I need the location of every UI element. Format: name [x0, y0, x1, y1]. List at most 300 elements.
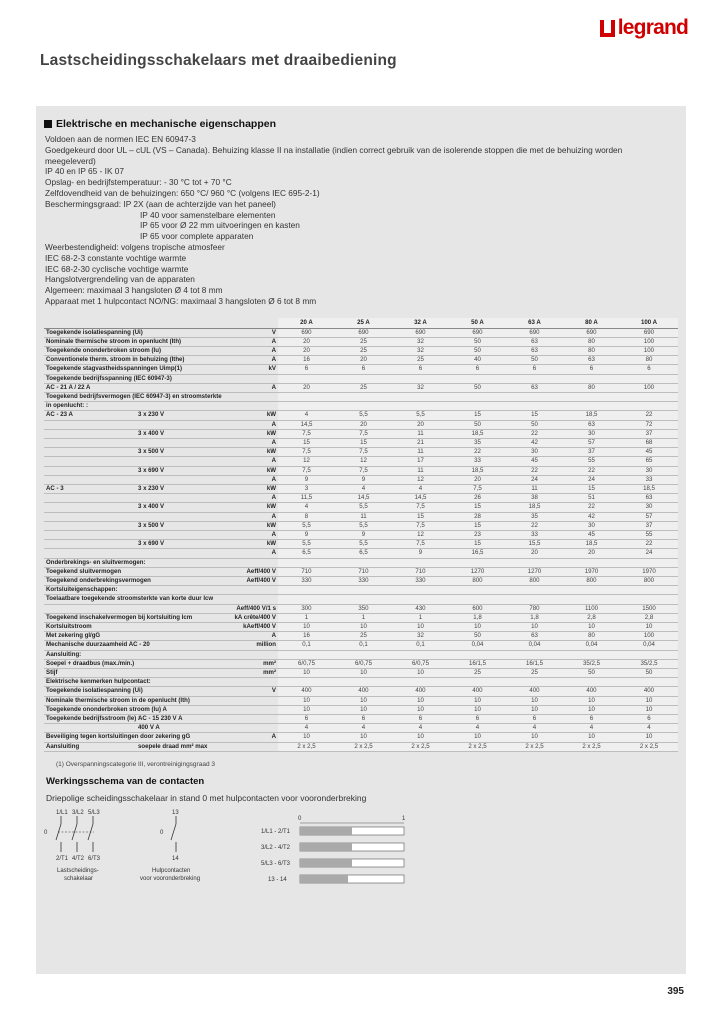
row-label — [44, 503, 136, 512]
row-unit: kW — [216, 503, 278, 512]
row-label: Toegekende isolatiespanning (Ui) — [46, 687, 143, 695]
row-label: AC - 21 A / 22 A — [44, 383, 136, 392]
table-cell: 80 — [563, 383, 620, 392]
row-label: Kortsluitstroom — [44, 623, 136, 632]
row-sublabel — [136, 650, 216, 659]
table-row — [44, 696, 678, 705]
table-cell: 400 — [620, 687, 678, 696]
table-cell: 6 — [563, 365, 620, 374]
table-cell: 37 — [563, 448, 620, 457]
column-header: 25 A — [335, 318, 392, 328]
table-cell: 10 — [392, 623, 449, 632]
row-label — [44, 604, 136, 613]
row-sublabel: 3 x 230 V — [136, 411, 216, 420]
table-cell: 10 — [449, 623, 506, 632]
table-cell: 10 — [335, 696, 392, 705]
table-cell — [506, 595, 563, 604]
table-cell: 2 x 2,5 — [278, 742, 335, 751]
table-cell: 10 — [335, 705, 392, 714]
switch-bottom-label: 4/T2 — [72, 856, 85, 862]
table-cell: 24 — [506, 475, 563, 484]
row-label: Mechanische duurzaamheid AC - 20 — [46, 641, 150, 649]
row-label: AC - 3 — [44, 484, 136, 493]
table-cell: 16/1,5 — [449, 659, 506, 668]
row-unit — [216, 374, 278, 383]
table-cell: 68 — [620, 438, 678, 447]
row-sublabel — [136, 457, 216, 466]
row-sublabel — [136, 549, 216, 558]
table-cell: 3 — [278, 484, 335, 493]
table-row — [44, 595, 678, 604]
timing-diagram — [261, 816, 406, 883]
table-cell: 15 — [278, 438, 335, 447]
row-unit: kV — [216, 365, 278, 374]
table-cell: 11,5 — [278, 494, 335, 503]
row-unit: million — [216, 641, 278, 650]
table-cell: 72 — [620, 420, 678, 429]
table-cell: 33 — [506, 530, 563, 539]
column-header: 20 A — [278, 318, 335, 328]
spec-table-header — [44, 318, 678, 328]
table-cell: 6 — [506, 365, 563, 374]
table-cell: 1500 — [620, 604, 678, 613]
row-unit: kW — [216, 411, 278, 420]
table-cell: 690 — [278, 328, 335, 337]
table-cell: 400 — [392, 687, 449, 696]
table-cell — [506, 392, 563, 401]
table-row — [44, 705, 678, 714]
row-sublabel — [136, 669, 216, 678]
spec-table-wrapper — [44, 318, 678, 752]
table-row — [44, 659, 678, 668]
table-cell: 63 — [563, 356, 620, 365]
table-row — [44, 715, 678, 724]
row-unit: kW — [216, 521, 278, 530]
table-cell — [563, 595, 620, 604]
table-cell: 690 — [620, 328, 678, 337]
row-unit — [216, 715, 278, 724]
table-cell: 15 — [449, 503, 506, 512]
table-cell: 32 — [392, 346, 449, 355]
spec-line: Weerbestendigheid: volgens tropische atmosfeer — [45, 241, 225, 252]
timing-zero-label: 0 — [298, 816, 302, 822]
table-cell — [335, 595, 392, 604]
table-cell — [449, 402, 506, 411]
spec-line: Algemeen: maximaal 3 hangsloten Ø 4 tot 8 mm — [45, 285, 223, 296]
table-cell — [563, 392, 620, 401]
table-cell: 14,5 — [392, 494, 449, 503]
table-row — [44, 438, 678, 447]
table-cell: 32 — [392, 337, 449, 346]
footnote: (1) Overspanningscategorie III, verontreinigingsgraad 3 — [56, 761, 215, 768]
table-cell — [563, 374, 620, 383]
row-unit: A — [216, 475, 278, 484]
table-cell: 400 — [449, 687, 506, 696]
table-row — [44, 365, 678, 374]
table-cell: 690 — [392, 328, 449, 337]
table-cell: 30 — [563, 429, 620, 438]
table-row — [44, 374, 678, 383]
row-unit: A — [216, 420, 278, 429]
table-cell: 18,5 — [506, 503, 563, 512]
switch-bottom-label: 6/T3 — [88, 856, 101, 862]
table-cell: 15 — [449, 540, 506, 549]
table-cell — [506, 586, 563, 595]
table-cell: 2,8 — [563, 613, 620, 622]
table-cell: 25 — [335, 383, 392, 392]
row-unit: mm² — [216, 669, 278, 678]
row-sublabel: 3 x 400 V — [136, 503, 216, 512]
table-cell: 6 — [506, 715, 563, 724]
table-row — [44, 420, 678, 429]
table-cell: 10 — [278, 705, 335, 714]
table-cell: 2 x 2,5 — [335, 742, 392, 751]
table-cell: 10 — [620, 696, 678, 705]
table-cell: 2 x 2,5 — [620, 742, 678, 751]
table-cell: 42 — [506, 438, 563, 447]
table-cell: 9 — [335, 530, 392, 539]
table-cell — [563, 402, 620, 411]
table-cell: 2 x 2,5 — [563, 742, 620, 751]
table-cell: 11 — [335, 512, 392, 521]
table-cell: 18,5 — [563, 411, 620, 420]
table-cell: 0,04 — [620, 641, 678, 650]
table-cell: 0,1 — [278, 641, 335, 650]
table-cell — [335, 392, 392, 401]
row-unit: A — [216, 337, 278, 346]
row-label: Toelaatbare toegekende stroomsterkte van korte duur Icw — [46, 595, 214, 603]
table-row — [44, 586, 678, 595]
table-cell — [392, 595, 449, 604]
row-sublabel — [136, 328, 216, 337]
table-cell: 30 — [506, 448, 563, 457]
table-cell: 22 — [563, 503, 620, 512]
table-cell: 63 — [506, 337, 563, 346]
table-cell: 50 — [563, 669, 620, 678]
row-unit: A — [216, 346, 278, 355]
row-sublabel — [136, 383, 216, 392]
spec-line: IP 40 en IP 65 - IK 07 — [45, 166, 125, 177]
table-cell: 21 — [392, 438, 449, 447]
table-row — [44, 521, 678, 530]
row-label — [44, 549, 136, 558]
table-cell — [449, 374, 506, 383]
row-label: Toegekende ononderbroken stroom (Iu) A — [46, 705, 167, 713]
row-label: Nominale thermische stroom in de openlucht (Ith) — [46, 696, 190, 704]
table-cell: 37 — [620, 429, 678, 438]
row-sublabel: 3 x 230 V — [136, 484, 216, 493]
row-label: Aansluiting — [44, 742, 136, 751]
table-cell: 400 — [335, 687, 392, 696]
table-cell — [392, 392, 449, 401]
row-label: Beveiliging tegen kortsluitingen door zekering gG — [46, 733, 191, 741]
table-cell: 690 — [449, 328, 506, 337]
row-unit: V — [216, 687, 278, 696]
table-cell: 24 — [620, 549, 678, 558]
table-cell: 6 — [449, 715, 506, 724]
table-cell: 300 — [278, 604, 335, 613]
switch-zero-label: 0 — [44, 830, 48, 836]
table-cell: 26 — [449, 494, 506, 503]
table-cell: 7,5 — [278, 429, 335, 438]
row-label: Toegekend sluitvermogen — [44, 567, 136, 576]
table-cell — [335, 650, 392, 659]
table-cell: 18,5 — [563, 540, 620, 549]
row-unit: Aeff/400 V/1 s — [216, 604, 278, 613]
timing-row-label: 13 - 14 — [268, 877, 287, 883]
table-cell — [335, 586, 392, 595]
table-cell — [563, 650, 620, 659]
aux-zero-label: 0 — [160, 830, 164, 836]
table-cell: 7,5 — [335, 466, 392, 475]
row-unit: Aeff/400 V — [216, 576, 278, 585]
table-cell: 7,5 — [335, 429, 392, 438]
table-cell: 10 — [620, 623, 678, 632]
table-row — [44, 687, 678, 696]
row-label — [44, 530, 136, 539]
table-cell: 16 — [278, 632, 335, 641]
table-cell: 65 — [620, 457, 678, 466]
table-cell: 50 — [449, 632, 506, 641]
table-cell: 10 — [278, 733, 335, 742]
table-cell: 5,5 — [278, 521, 335, 530]
spec-table-body — [44, 328, 678, 751]
row-label: Soepel + draadbus (max./min.) — [46, 659, 135, 667]
row-label: Toegekende bedrijfsstroom (Ie) : — [46, 715, 141, 723]
table-cell: 7,5 — [392, 521, 449, 530]
switch-top-label: 1/L1 — [56, 810, 68, 816]
table-row — [44, 337, 678, 346]
table-row — [44, 429, 678, 438]
row-unit: A — [216, 383, 278, 392]
spec-line-indented: IP 65 voor complete apparaten — [140, 231, 254, 242]
table-cell: 10 — [335, 733, 392, 742]
row-sublabel: 3 x 690 V — [136, 540, 216, 549]
row-unit: A — [216, 438, 278, 447]
row-unit: V — [216, 328, 278, 337]
table-row — [44, 540, 678, 549]
table-cell: 18,5 — [620, 484, 678, 493]
table-cell: 1270 — [449, 567, 506, 576]
table-row — [44, 457, 678, 466]
table-cell: 10 — [620, 705, 678, 714]
row-label: Toegekend bedrijfsvermogen (IEC 60947-3) en stroomsterkte — [46, 392, 222, 400]
table-cell: 100 — [620, 632, 678, 641]
table-cell: 6 — [563, 715, 620, 724]
table-cell — [278, 595, 335, 604]
table-cell — [506, 650, 563, 659]
table-cell: 2,8 — [620, 613, 678, 622]
table-cell: 10 — [449, 705, 506, 714]
row-unit: Aeff/400 V — [216, 567, 278, 576]
row-unit: kW — [216, 448, 278, 457]
row-label: Toegekende bedrijfsspanning (IEC 60947-3) — [46, 374, 172, 382]
row-label: Aansluiting: — [44, 650, 136, 659]
table-cell: 10 — [449, 696, 506, 705]
table-cell — [392, 374, 449, 383]
table-cell — [506, 678, 563, 687]
switch-symbol — [44, 810, 101, 882]
spec-line: Hangslotvergrendeling van de apparaten — [45, 274, 195, 285]
table-cell: 7,5 — [449, 484, 506, 493]
table-cell: 20 — [335, 356, 392, 365]
table-row — [44, 678, 678, 687]
table-cell: 20 — [392, 420, 449, 429]
table-row — [44, 549, 678, 558]
table-cell: 6 — [278, 715, 335, 724]
table-cell: 6/0,75 — [392, 659, 449, 668]
timing-row-label: 5/L3 - 6/T3 — [261, 861, 291, 867]
table-cell: 1 — [392, 613, 449, 622]
table-cell: 20 — [278, 383, 335, 392]
elec-section-heading — [44, 118, 276, 130]
table-row — [44, 641, 678, 650]
table-cell — [449, 595, 506, 604]
table-cell: 10 — [563, 705, 620, 714]
table-cell — [449, 586, 506, 595]
table-cell: 690 — [506, 328, 563, 337]
table-cell: 15 — [563, 484, 620, 493]
column-header: 32 A — [392, 318, 449, 328]
table-cell: 10 — [392, 733, 449, 742]
row-label: Toegekend inschakelvermogen bij kortsluiting Icm — [46, 613, 193, 621]
table-cell — [278, 586, 335, 595]
table-cell: 20 — [278, 346, 335, 355]
table-cell: 20 — [278, 337, 335, 346]
table-cell — [563, 586, 620, 595]
table-cell: 7,5 — [278, 466, 335, 475]
row-label — [44, 512, 136, 521]
table-cell: 63 — [506, 632, 563, 641]
table-cell: 9 — [335, 475, 392, 484]
table-cell: 12 — [392, 530, 449, 539]
table-cell: 5,5 — [278, 540, 335, 549]
table-cell: 33 — [449, 457, 506, 466]
row-label — [44, 420, 136, 429]
row-sublabel — [136, 632, 216, 641]
table-row — [44, 346, 678, 355]
table-cell: 100 — [620, 337, 678, 346]
table-row — [44, 402, 678, 411]
table-cell: 5,5 — [335, 503, 392, 512]
table-cell: 6/0,75 — [278, 659, 335, 668]
table-cell: 4 — [563, 724, 620, 733]
table-cell: 5,5 — [335, 540, 392, 549]
table-cell: 4 — [392, 724, 449, 733]
row-unit: A — [216, 733, 278, 742]
content-panel — [36, 106, 686, 974]
table-cell: 63 — [620, 494, 678, 503]
table-cell: 10 — [392, 705, 449, 714]
table-cell: 6 — [335, 715, 392, 724]
table-cell: 7,5 — [392, 503, 449, 512]
table-cell: 32 — [392, 632, 449, 641]
table-cell: 800 — [449, 576, 506, 585]
table-cell: 17 — [392, 457, 449, 466]
aux-bottom-label: 14 — [172, 856, 179, 862]
row-label: Stijf — [44, 669, 136, 678]
table-cell: 4 — [278, 724, 335, 733]
page-number: 395 — [667, 986, 684, 997]
table-cell: 800 — [506, 576, 563, 585]
row-sublabel: 3 x 500 V — [136, 448, 216, 457]
table-cell: 0,04 — [506, 641, 563, 650]
row-label — [44, 429, 136, 438]
row-unit: kW — [216, 466, 278, 475]
table-cell: 6 — [392, 715, 449, 724]
table-row — [44, 328, 678, 337]
row-unit — [216, 595, 278, 604]
table-cell: 710 — [278, 567, 335, 576]
row-label — [44, 724, 136, 733]
switch-top-label: 3/L2 — [72, 810, 84, 816]
table-cell: 45 — [506, 457, 563, 466]
table-row — [44, 484, 678, 493]
table-cell — [392, 650, 449, 659]
table-cell: 0,04 — [449, 641, 506, 650]
table-cell: 1270 — [506, 567, 563, 576]
row-sublabel — [136, 475, 216, 484]
table-cell: 780 — [506, 604, 563, 613]
row-sublabel — [136, 494, 216, 503]
table-cell: 2 x 2,5 — [449, 742, 506, 751]
row-label: Toegekend onderbrekingsvermogen — [46, 576, 151, 584]
table-cell: 5,5 — [392, 411, 449, 420]
row-sublabel — [136, 512, 216, 521]
table-cell: 8 — [278, 512, 335, 521]
table-cell: 1100 — [563, 604, 620, 613]
table-cell: 22 — [563, 466, 620, 475]
row-label: Onderbrekings- en sluitvermogen: — [46, 558, 146, 566]
row-label — [44, 494, 136, 503]
row-sublabel: 3 x 400 V — [136, 429, 216, 438]
table-cell — [563, 678, 620, 687]
table-cell: 50 — [506, 356, 563, 365]
table-cell: 16 — [278, 356, 335, 365]
row-unit: A — [216, 494, 278, 503]
table-cell: 800 — [620, 576, 678, 585]
table-row — [44, 623, 678, 632]
table-cell: 5,5 — [335, 521, 392, 530]
row-sublabel: 3 x 690 V — [136, 466, 216, 475]
row-label — [44, 466, 136, 475]
table-cell: 2 x 2,5 — [392, 742, 449, 751]
table-cell: 14,5 — [278, 420, 335, 429]
table-cell: 55 — [563, 457, 620, 466]
ws-section-heading: Werkingsschema van de contacten — [46, 776, 205, 787]
table-row — [44, 742, 678, 751]
table-cell: 11 — [506, 484, 563, 493]
table-cell: 16/1,5 — [506, 659, 563, 668]
table-row — [44, 356, 678, 365]
spec-line: Apparaat met 1 hulpcontact NO/NG: maximaal 3 hangsloten Ø 6 tot 8 mm — [45, 295, 317, 306]
table-cell — [620, 678, 678, 687]
spec-line: Goedgekeurd door UL – cUL (VS – Canada). Behuizing klasse II na installatie (indien correct gebruik van de isolerende stoppen die met de behuizing worden meegeleverd) — [45, 144, 623, 166]
table-cell: 4 — [392, 484, 449, 493]
table-cell: 28 — [449, 512, 506, 521]
table-cell: 18,5 — [449, 429, 506, 438]
table-cell: 4 — [335, 724, 392, 733]
table-cell: 10 — [506, 623, 563, 632]
table-cell: 10 — [278, 623, 335, 632]
table-cell: 11 — [392, 429, 449, 438]
table-cell: 10 — [506, 696, 563, 705]
row-unit — [216, 742, 278, 751]
table-cell: 20 — [563, 549, 620, 558]
row-unit — [216, 696, 278, 705]
row-label — [44, 475, 136, 484]
table-cell: 6 — [620, 715, 678, 724]
